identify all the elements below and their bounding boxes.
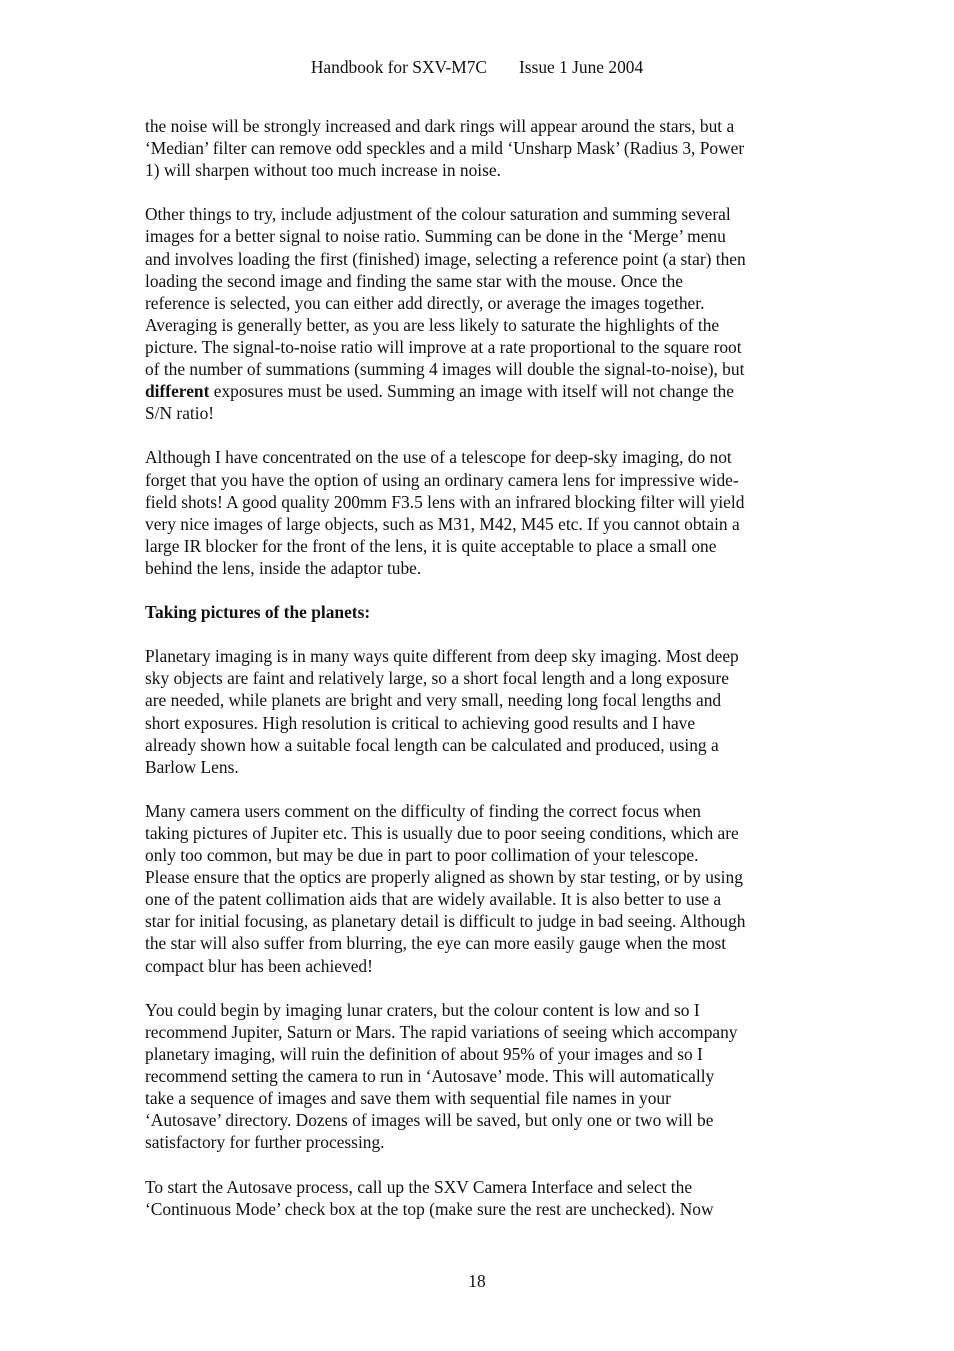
text-line: Barlow Lens. (145, 756, 239, 777)
text-line: Other things to try, include adjustment of the colour saturation and summing several (145, 204, 731, 225)
text-line: sky objects are faint and relatively large, so a short focal length and a long exposure (145, 668, 730, 689)
text-line: the star will also suffer from blurring, the eye can more easily gauge when the most (145, 933, 727, 954)
text-line: Many camera users comment on the difficulty of finding the correct focus when (145, 800, 701, 821)
header-issue: Issue 1 June 2004 (519, 57, 644, 77)
paragraph-1 (145, 115, 817, 181)
text-line: Although I have concentrated on the use of a telescope for deep-sky imaging, do not (145, 447, 732, 468)
text-line: the noise will be strongly increased and dark rings will appear around the stars, but a (145, 116, 735, 136)
text-line: Planetary imaging is in many ways quite different from deep sky imaging. Most deep (145, 646, 739, 667)
paragraph-2 (145, 203, 817, 424)
text-line: reference is selected, you can either add directly, or average the images together. (145, 292, 705, 313)
text-line: of the number of summations (summing 4 images will double the signal-to-noise), but (145, 359, 745, 380)
text-segment: exposures must be used. Summing an image with itself will not change the (209, 381, 734, 402)
text-line: picture. The signal-to-noise ratio will improve at a rate proportional to the square root (145, 336, 742, 357)
text-line: planetary imaging, will ruin the definition of about 95% of your images and so I (145, 1043, 703, 1064)
text-line: short exposures. High resolution is critical to achieving good results and I have (145, 712, 696, 733)
bold-emphasis: different (145, 381, 210, 402)
text-line: compact blur has been achieved! (145, 955, 373, 976)
paragraph-5 (145, 800, 817, 977)
paragraph-7 (145, 1176, 817, 1220)
text-line: one of the patent collimation aids that are widely available. It is also better to use a (145, 889, 722, 910)
text-line: forget that you have the option of using an ordinary camera lens for impressive wide- (145, 469, 739, 490)
paragraph-6 (145, 999, 817, 1154)
text-line: take a sequence of images and save them with sequential file names in your (145, 1088, 671, 1109)
paragraph-3 (145, 446, 817, 579)
text-line: taking pictures of Jupiter etc. This is usually due to poor seeing conditions, which are (145, 823, 739, 843)
text-line (145, 380, 817, 402)
text-line: recommend setting the camera to run in ‘Autosave’ mode. This will automatically (145, 1066, 715, 1087)
text-line: behind the lens, inside the adaptor tube. (145, 557, 422, 578)
text-line: 1) will sharpen without too much increase in noise. (145, 160, 501, 181)
text-line: images for a better signal to noise ratio. Summing can be done in the ‘Merge’ menu (145, 226, 726, 247)
text-line: field shots! A good quality 200mm F3.5 lens with an infrared blocking filter will yield (145, 491, 745, 512)
text-line: ‘Median’ filter can remove odd speckles and a mild ‘Unsharp Mask’ (Radius 3, Power (145, 138, 745, 159)
text-line: and involves loading the first (finished) image, selecting a reference point (a star) then (145, 248, 746, 269)
text-line: To start the Autosave process, call up the SXV Camera Interface and select the (145, 1176, 693, 1197)
text-line: satisfactory for further processing. (145, 1132, 385, 1153)
paragraph-4 (145, 645, 817, 778)
page-number: 18 (468, 1271, 486, 1291)
text-line: loading the second image and finding the same star with the mouse. Once the (145, 270, 683, 291)
text-line: star for initial focusing, as planetary detail is difficult to judge in bad seeing. Although (145, 911, 746, 932)
text-line: S/N ratio! (145, 403, 215, 424)
section-heading: Taking pictures of the planets: (145, 602, 371, 623)
text-line: You could begin by imaging lunar craters, but the colour content is low and so I (145, 999, 700, 1020)
text-line: large IR blocker for the front of the lens, it is quite acceptable to place a small one (145, 535, 717, 556)
text-line: only too common, but may be due in part to poor collimation of your telescope. (145, 845, 699, 866)
page-header (0, 56, 954, 78)
text-line: Please ensure that the optics are properly aligned as shown by star testing, or by using (145, 867, 743, 888)
text-line: ‘Autosave’ directory. Dozens of images will be saved, but only one or two will be (145, 1110, 714, 1131)
text-line: very nice images of large objects, such as M31, M42, M45 etc. If you cannot obtain a (145, 513, 740, 534)
text-line: recommend Jupiter, Saturn or Mars. The rapid variations of seeing which accompany (145, 1021, 738, 1042)
document-body (145, 115, 817, 1242)
text-line: already shown how a suitable focal length can be calculated and produced, using a (145, 734, 719, 755)
text-line: ‘Continuous Mode’ check box at the top (make sure the rest are unchecked). Now (145, 1198, 714, 1219)
text-line: are needed, while planets are bright and very small, needing long focal lengths and (145, 690, 722, 711)
text-line: Averaging is generally better, as you are less likely to saturate the highlights of the (145, 314, 720, 335)
header-title: Handbook for SXV-M7C (310, 57, 488, 77)
